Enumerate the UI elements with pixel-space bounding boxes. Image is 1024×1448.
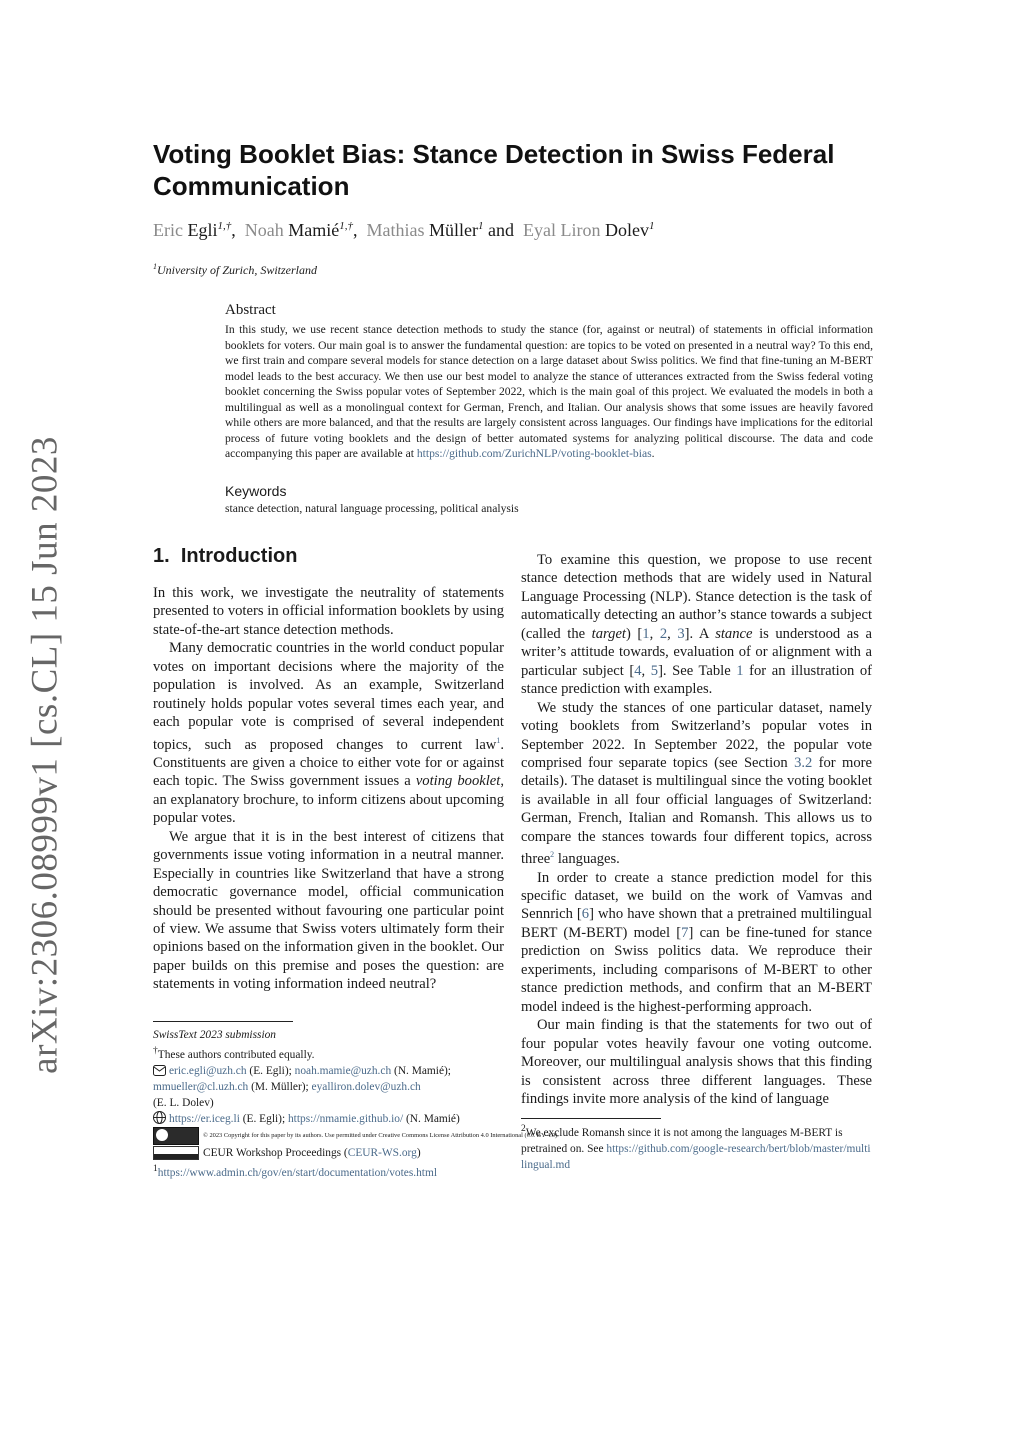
paper-title: Voting Booklet Bias: Stance Detection in Swiss Federal Communication xyxy=(153,139,835,201)
website-link[interactable]: https://nmamie.github.io/ xyxy=(287,1112,404,1125)
author-separator: , xyxy=(352,220,358,240)
author-sup: 1 xyxy=(648,220,655,232)
text: ]. A xyxy=(684,625,716,642)
right-column xyxy=(521,551,872,1108)
left-column xyxy=(153,584,504,994)
footnote-number: 1 xyxy=(153,1163,158,1174)
citation-link[interactable]: 4 xyxy=(634,662,642,679)
equal-contribution-note xyxy=(153,1043,513,1063)
citation-link[interactable]: 6 xyxy=(581,906,590,923)
footnote-ref[interactable]: 1 xyxy=(496,735,501,745)
code-link[interactable]: https://github.com/ZurichNLP/voting-booklet-bias xyxy=(416,447,652,460)
text: , an explanatory brochure, to inform citizens about upcoming popular votes. xyxy=(153,773,505,827)
emphasis: voting booklet xyxy=(415,773,501,790)
cc-by-badge-icon xyxy=(153,1127,199,1145)
ceur-text: CEUR Workshop Proceedings ( xyxy=(203,1146,348,1159)
emphasis: stance xyxy=(715,625,753,642)
paragraph: Our main finding is that the statements for two out of four popular votes heavily favour one voting outcome. Moreover, our multilingual analysis shows that this finding is consistent across three different languages. These findings invite more analysis of the kind of language xyxy=(521,1017,872,1107)
author-first-name[interactable]: Noah xyxy=(244,220,284,240)
section-number: 1. xyxy=(153,545,170,567)
ceur-link[interactable]: CEUR-WS.org xyxy=(347,1146,417,1159)
citation-link[interactable]: 7 xyxy=(681,924,689,941)
bert-link[interactable]: https://github.com/google-research/bert/blob/master/multilingual.md xyxy=(521,1142,871,1171)
license-line xyxy=(153,1127,559,1145)
footnote-rule xyxy=(153,1021,293,1022)
arxiv-identifier xyxy=(20,436,70,1074)
globe-icon xyxy=(153,1111,166,1124)
website-owner: (N. Mamié) xyxy=(403,1112,460,1125)
envelope-icon xyxy=(153,1065,166,1076)
author-first-name[interactable]: Mathias xyxy=(366,220,425,240)
author-separator: and xyxy=(487,220,514,240)
text: is understood as a writer’s attitude towards, evaluation of or alignment with a particular subject [ xyxy=(521,625,872,679)
text: for an illustration of stance prediction with examples. xyxy=(521,662,873,698)
keywords-heading: Keywords xyxy=(225,483,287,499)
arxiv-identifier-text: arXiv:2306.08999v1 [cs.CL] 15 Jun 2023 xyxy=(24,436,66,1074)
email-line xyxy=(153,1079,513,1095)
affiliation xyxy=(153,262,317,278)
equal-contribution-text: These authors contributed equally. xyxy=(157,1048,315,1061)
footnote-ref[interactable]: 2 xyxy=(550,850,555,860)
email-link[interactable]: eric.egli@uzh.ch xyxy=(169,1064,247,1077)
text: Many democratic countries in the world conduct popular votes on important decisions where the majority of the population is involved. As an example, Switzerland routinely holds popular votes several times each year, and each popular vote is comprised of several independent topics, such as proposed changes to current law xyxy=(153,640,504,753)
footnotes-left xyxy=(153,1027,559,1181)
author-last-name: Egli xyxy=(187,220,218,240)
footnote-2 xyxy=(521,1121,873,1173)
emphasis: target xyxy=(591,625,626,642)
footnote-number: 2 xyxy=(521,1124,526,1134)
table-ref-link[interactable]: 1 xyxy=(736,662,744,679)
citation-link[interactable]: 3 xyxy=(677,625,685,642)
email-link[interactable]: noah.mamie@uzh.ch xyxy=(294,1064,392,1077)
website-link[interactable]: https://er.iceg.li xyxy=(169,1112,240,1125)
text: We study the stances of one particular dataset, namely voting booklets from Switzerland’s popular votes in September 2022. In September 2022, the popular vote comprised four separate topics (see Section xyxy=(521,699,872,771)
keywords xyxy=(225,483,873,515)
section-ref-link[interactable]: 3.2 xyxy=(794,754,813,771)
author-first-name[interactable]: Eric xyxy=(153,220,183,240)
text: ] can be fine-tuned for stance prediction on Swiss politics data. We reproduce their experiments, including comparisons of M-BERT to other stance prediction methods, and confirm that an M-BERT model indeed is the highest-performing approach. xyxy=(521,924,872,1015)
paragraph: We argue that it is in the best interest of citizens that governments issue voting information in a neutral manner. Especially in countries like Switzerland that have a strong democratic governance model, official communication should be presented without favouring one particular point of view. We assume that Swiss voters ultimately form their opinions based on the information given in the booklet. Our paper builds on this premise and poses the question: are statements in voting information indeed neutral? xyxy=(153,828,504,993)
text: ) [ xyxy=(626,625,643,642)
affiliation-sup: 1 xyxy=(153,262,157,271)
dagger-mark: † xyxy=(153,1046,158,1056)
email-link[interactable]: eyalliron.dolev@uzh.ch xyxy=(311,1080,421,1093)
author-last-name: Müller xyxy=(428,220,478,240)
text: In order to create a stance prediction model for this specific dataset, we build on the work of Vamvas and Sennrich [ xyxy=(521,869,872,923)
votes-link[interactable]: https://www.admin.ch/gov/en/start/documentation/votes.html xyxy=(157,1166,437,1179)
email-owner-line: (E. L. Dolev) xyxy=(153,1096,214,1109)
keywords-text: stance detection, natural language processing, political analysis xyxy=(225,502,519,515)
submission-note xyxy=(153,1027,513,1043)
affiliation-text: University of Zurich, Switzerland xyxy=(157,263,317,277)
author-last-name: Dolev xyxy=(604,220,649,240)
author-last-name: Mamié xyxy=(288,220,340,240)
author-list xyxy=(153,220,654,241)
footnote-text: We exclude Romansh since it is not among the languages M-BERT is pretrained on. See xyxy=(521,1126,843,1155)
ceur-logo-icon xyxy=(153,1146,199,1160)
abstract-end: . xyxy=(651,447,655,460)
website-owner: (E. Egli); xyxy=(239,1112,288,1125)
paragraph xyxy=(153,639,504,827)
paragraph xyxy=(521,869,872,1017)
author-first-name[interactable]: Eyal Liron xyxy=(522,220,601,240)
footnote-1 xyxy=(153,1161,513,1181)
text: . Constituents are given a choice to either vote for or against each topic. The Swiss government issues a xyxy=(153,736,504,790)
abstract-text: In this study, we use recent stance detection methods to study the stance (for, against or neutral) of statements in official information booklets for voters. Our main goal is to answer the fundamental question: are topics to be voted on presented in a neutral way? To this end, we first train and compare several models for stance detection on a large dataset about Swiss politics. We find that fine-tuning an M-BERT model leads to the best accuracy. We then use our best model to analyze the stance of utterances extracted from the Swiss federal voting booklet concerning the Swiss popular votes of September 2022, which is the main goal of this project. We evaluated the models in both a multilingual as well as a monolingual context for German, French, and Italian. Our analysis shows that some issues are heavily favored while others are more balanced, and that the results are largely consistent across languages. Our findings have implications for the editorial process of future voting booklets and the design of better automated systems for analyzing political discourse. The data and code accompanying this paper are available at xyxy=(225,323,873,460)
text: ]. See Table xyxy=(658,662,737,679)
paragraph xyxy=(521,699,872,869)
author-sup: 1,† xyxy=(339,220,353,232)
text: languages. xyxy=(554,851,620,868)
abstract-body xyxy=(225,322,873,462)
abstract xyxy=(225,302,873,462)
ceur-line xyxy=(153,1145,513,1161)
citation-link[interactable]: 1 xyxy=(642,625,650,642)
email-line xyxy=(153,1063,513,1079)
email-owner: (M. Müller); xyxy=(248,1080,312,1093)
section-title: Introduction xyxy=(180,545,298,567)
section-heading xyxy=(153,545,297,568)
abstract-heading: Abstract xyxy=(225,302,276,318)
web-line xyxy=(153,1111,513,1127)
submission-text: SwissText 2023 submission xyxy=(153,1029,276,1041)
text: ] who have shown that a pretrained multilingual BERT (M-BERT) model [ xyxy=(521,906,872,941)
author-sup: 1,† xyxy=(217,220,232,232)
paragraph: In this work, we investigate the neutrality of statements presented to voters in official information booklets by using state-of-the-art stance detection methods. xyxy=(153,585,504,638)
citation-link[interactable]: 5 xyxy=(650,662,659,679)
text: To examine this question, we propose to use recent stance detection methods that are widely used in Natural Language Processing (NLP). Stance detection is the task of automatically detecting an author’s stance towards a subject (called the xyxy=(521,552,872,642)
author-separator: , xyxy=(231,220,236,240)
email-link[interactable]: mmueller@cl.uzh.ch xyxy=(153,1080,249,1093)
copyright-text: © 2023 Copyright for this paper by its authors. Use permitted under Creative Commons License Attribution 4.0 International (CC BY 4.0). xyxy=(203,1132,559,1140)
text: for more details). The dataset is multilingual since the voting booklet is available in all four official languages of Switzerland: German, French, Italian and Romansh. This allows us to compare the stances towards four different topics, across three xyxy=(521,754,872,868)
footnote-rule xyxy=(521,1118,661,1119)
author-sup: 1 xyxy=(477,220,484,232)
ceur-text-end: ) xyxy=(416,1146,421,1159)
paragraph: To examine this question, we propose to use recent stance detection methods that are widely used in Natural Language Processing (NLP). Stance detection is the task of automatically detecting an author’s stance towards a subject (called the target) [1, 2, 3]. A stance is understood as a writer’s attitude towards, evaluation of or alignment with a particular subject [4, 5]. See Table 1 for an illustration of stance prediction with examples. xyxy=(521,552,873,698)
email-owner: (N. Mamié); xyxy=(391,1064,451,1077)
citation-link[interactable]: 2 xyxy=(659,625,668,642)
email-owner: (E. Egli); xyxy=(246,1064,295,1077)
